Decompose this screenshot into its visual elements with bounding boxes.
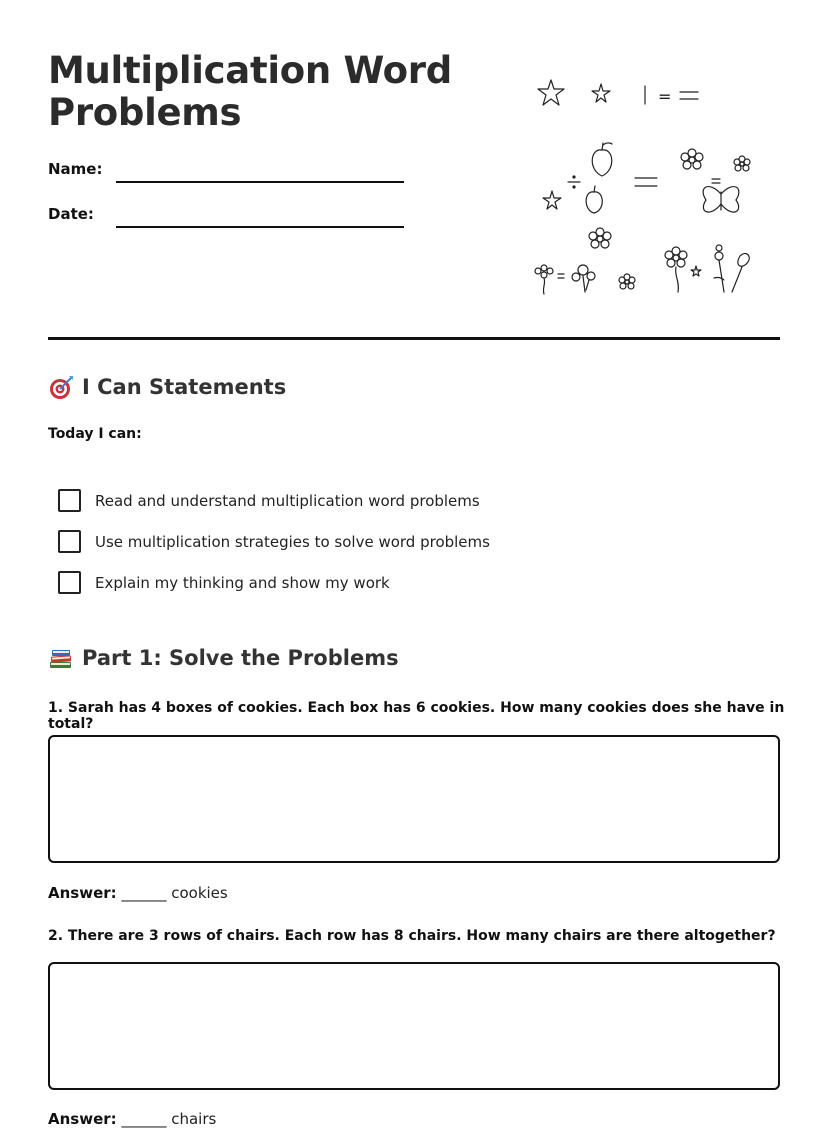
target-dart-icon bbox=[48, 374, 74, 400]
answer-unit: cookies bbox=[171, 884, 228, 902]
part1-heading bbox=[48, 645, 399, 671]
books-icon bbox=[48, 645, 74, 671]
problem-2-question: 2. There are 3 rows of chairs. Each row has 8 chairs. How many chairs are there altogether? bbox=[48, 928, 776, 944]
i-can-item-label: Explain my thinking and show my work bbox=[95, 573, 390, 592]
problem-1-answer bbox=[48, 884, 228, 902]
date-label: Date: bbox=[48, 205, 94, 223]
name-field[interactable] bbox=[116, 181, 404, 183]
date-field[interactable] bbox=[116, 226, 404, 228]
i-can-item[interactable] bbox=[58, 530, 490, 553]
checkbox[interactable] bbox=[58, 530, 81, 553]
math-doodles-art bbox=[528, 70, 760, 305]
problem-1-question: 1. Sarah has 4 boxes of cookies. Each box has 6 cookies. How many cookies does she have in total? bbox=[48, 700, 785, 732]
header-divider bbox=[48, 337, 780, 340]
i-can-heading bbox=[48, 374, 286, 400]
page-title: Multiplication Word Problems bbox=[48, 49, 452, 134]
i-can-heading-text: I Can Statements bbox=[82, 375, 287, 399]
svg-text:=: = bbox=[658, 87, 672, 106]
answer-unit: chairs bbox=[171, 1110, 217, 1128]
problem-2-answer bbox=[48, 1110, 216, 1128]
answer-blank[interactable]: ______ bbox=[121, 1110, 167, 1128]
i-can-item[interactable] bbox=[58, 489, 480, 512]
answer-label: Answer: bbox=[48, 884, 117, 902]
i-can-item-label: Use multiplication strategies to solve word problems bbox=[95, 532, 490, 551]
i-can-item[interactable] bbox=[58, 571, 390, 594]
name-label: Name: bbox=[48, 160, 103, 178]
i-can-item-label: Read and understand multiplication word problems bbox=[95, 491, 480, 510]
problem-1-work-area[interactable] bbox=[48, 735, 780, 863]
problem-2-work-area[interactable] bbox=[48, 962, 780, 1090]
checkbox[interactable] bbox=[58, 489, 81, 512]
answer-blank[interactable]: ______ bbox=[121, 884, 167, 902]
part1-heading-text: Part 1: Solve the Problems bbox=[82, 646, 399, 670]
answer-label: Answer: bbox=[48, 1110, 117, 1128]
checkbox[interactable] bbox=[58, 571, 81, 594]
today-i-can-label: Today I can: bbox=[48, 426, 142, 442]
